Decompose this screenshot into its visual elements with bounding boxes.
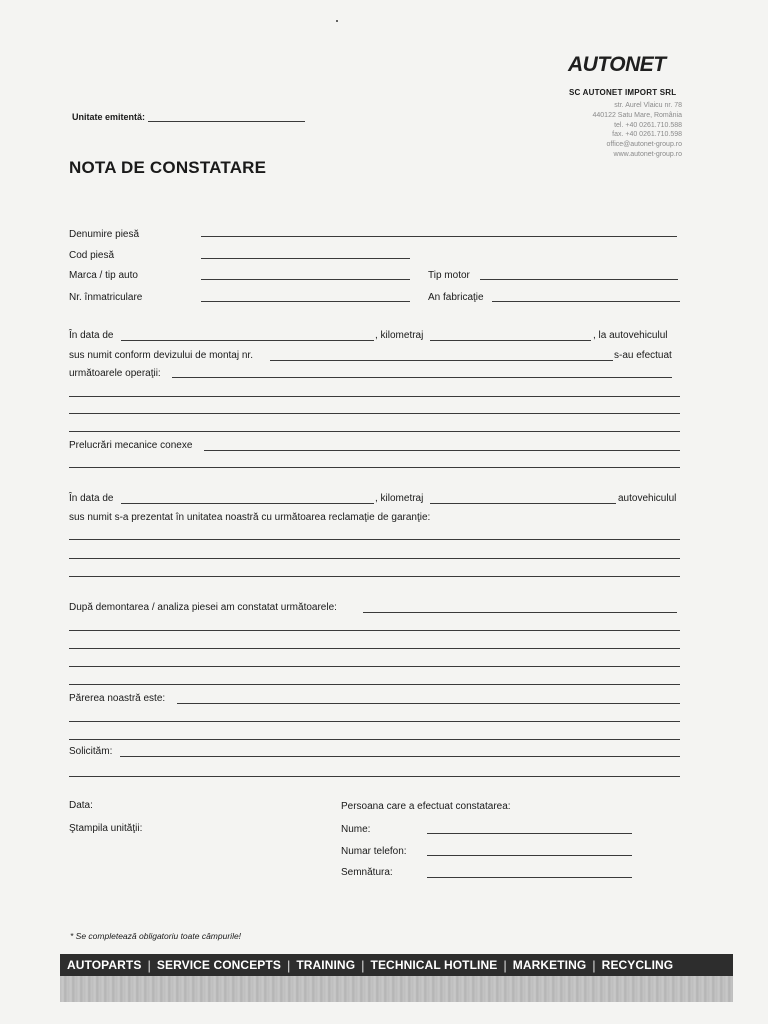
request-label: Solicităm: [69, 746, 113, 757]
operations-km-field[interactable] [430, 340, 591, 341]
opinion-label: Părerea noastră este: [69, 693, 166, 704]
manufacture-year-label: An fabricaţie [428, 292, 484, 303]
claim-date-label: În data de [69, 493, 114, 504]
opinion-field-line-1[interactable] [177, 703, 680, 704]
company-name: SC AUTONET IMPORT SRL [569, 88, 677, 97]
stamp-label: Ştampila unităţii: [69, 823, 143, 834]
footer-item-autoparts: AUTOPARTS [67, 958, 142, 972]
footer-item-recycling: RECYCLING [601, 958, 674, 972]
scan-speck [336, 20, 338, 22]
operations-field-line-2[interactable] [69, 396, 680, 397]
footer-separator: | [147, 957, 151, 973]
claim-vehicle-label: autovehiculul [618, 493, 677, 504]
claim-field-line-2[interactable] [69, 558, 680, 559]
operations-km-label: , kilometraj [375, 330, 424, 341]
footer-item-training: TRAINING [296, 958, 356, 972]
operations-date-field[interactable] [121, 340, 374, 341]
page-title: NOTA DE CONSTATARE [69, 158, 267, 177]
brand-label: Marca / tip auto [69, 270, 138, 281]
analysis-field-line-3[interactable] [69, 648, 680, 649]
analysis-field-line-4[interactable] [69, 666, 680, 667]
footer-separator: | [503, 957, 507, 973]
claim-field-line-1[interactable] [69, 539, 680, 540]
claim-date-field[interactable] [121, 503, 374, 504]
claim-field-line-3[interactable] [69, 576, 680, 577]
inspector-phone-field[interactable] [427, 855, 632, 856]
part-code-label: Cod piesă [69, 250, 115, 261]
company-address [560, 101, 682, 160]
operations-performed-label: s-au efectuat [614, 350, 672, 361]
request-field-line-2[interactable] [69, 776, 680, 777]
claim-km-label: , kilometraj [375, 493, 424, 504]
part-name-field[interactable] [201, 236, 677, 237]
operations-vehicle-label: , la autovehiculul [593, 330, 668, 341]
address-phone: tel. +40 0261.710.588 [614, 121, 682, 129]
plate-number-label: Nr. înmatriculare [69, 292, 143, 303]
footer-item-marketing: MARKETING [512, 958, 587, 972]
part-code-field[interactable] [201, 258, 410, 259]
issuer-field[interactable] [148, 121, 305, 122]
address-street: str. Aurel Vlaicu nr. 78 [614, 102, 682, 109]
footer-separator: | [361, 957, 365, 973]
date-label: Data: [69, 800, 93, 811]
footer-separator: | [592, 957, 596, 973]
operations-estimate-label: sus numit conform devizului de montaj nr. [69, 350, 253, 361]
inspector-name-label: Nume: [341, 824, 371, 835]
inspector-name-field[interactable] [427, 833, 632, 834]
address-fax: fax. +40 0261.710.598 [612, 131, 682, 139]
address-email: office@autonet-group.ro [606, 141, 682, 149]
footer-pattern-band [60, 976, 733, 1002]
claim-km-field[interactable] [430, 503, 616, 504]
analysis-field-line-2[interactable] [69, 630, 680, 631]
engine-type-label: Tip motor [428, 270, 470, 281]
claim-description-label: sus numit s-a prezentat în unitatea noastră cu următoarea reclamaţie de garanţie: [69, 512, 431, 523]
inspector-signature-field[interactable] [427, 877, 632, 878]
footer-separator: | [286, 957, 291, 973]
manufacture-year-field[interactable] [492, 301, 680, 302]
operations-field-line-3[interactable] [69, 413, 680, 414]
footer-item-technical-hotline: TECHNICAL HOTLINE [370, 958, 498, 972]
mandatory-note: * Se completează obligatoriu toate câmpurile! [70, 931, 242, 941]
operations-date-label: În data de [69, 330, 114, 341]
opinion-field-line-2[interactable] [69, 721, 680, 722]
inspector-phone-label: Numar telefon: [341, 846, 407, 857]
operations-field-line-1[interactable] [172, 377, 672, 378]
request-field-line-1[interactable] [120, 756, 680, 757]
footer-item-service-concepts: SERVICE CONCEPTS [156, 958, 281, 972]
mechanical-field-line-1[interactable] [204, 450, 680, 451]
plate-number-field[interactable] [201, 301, 410, 302]
estimate-number-field[interactable] [270, 360, 613, 361]
operations-field-line-4[interactable] [69, 431, 680, 432]
engine-type-field[interactable] [480, 279, 678, 280]
part-name-label: Denumire piesă [69, 229, 140, 240]
operations-list-label: următoarele operaţii: [69, 368, 161, 379]
analysis-field-line-5[interactable] [69, 684, 680, 685]
mechanical-label: Prelucrări mecanice conexe [69, 440, 193, 451]
address-city: 440122 Satu Mare, România [592, 111, 682, 119]
brand-field[interactable] [201, 279, 410, 280]
footer-bar [60, 954, 733, 976]
analysis-label: După demontarea / analiza piesei am constatat următoarele: [69, 602, 337, 613]
address-website: www.autonet-group.ro [613, 150, 682, 158]
autonet-logo: AUTONET [568, 53, 666, 76]
inspector-signature-label: Semnătura: [341, 867, 393, 878]
issuer-label: Unitate emitentă: [72, 112, 146, 122]
opinion-field-line-3[interactable] [69, 739, 680, 740]
analysis-field-line-1[interactable] [363, 612, 677, 613]
mechanical-field-line-2[interactable] [69, 467, 680, 468]
inspector-label: Persoana care a efectuat constatarea: [341, 801, 511, 812]
